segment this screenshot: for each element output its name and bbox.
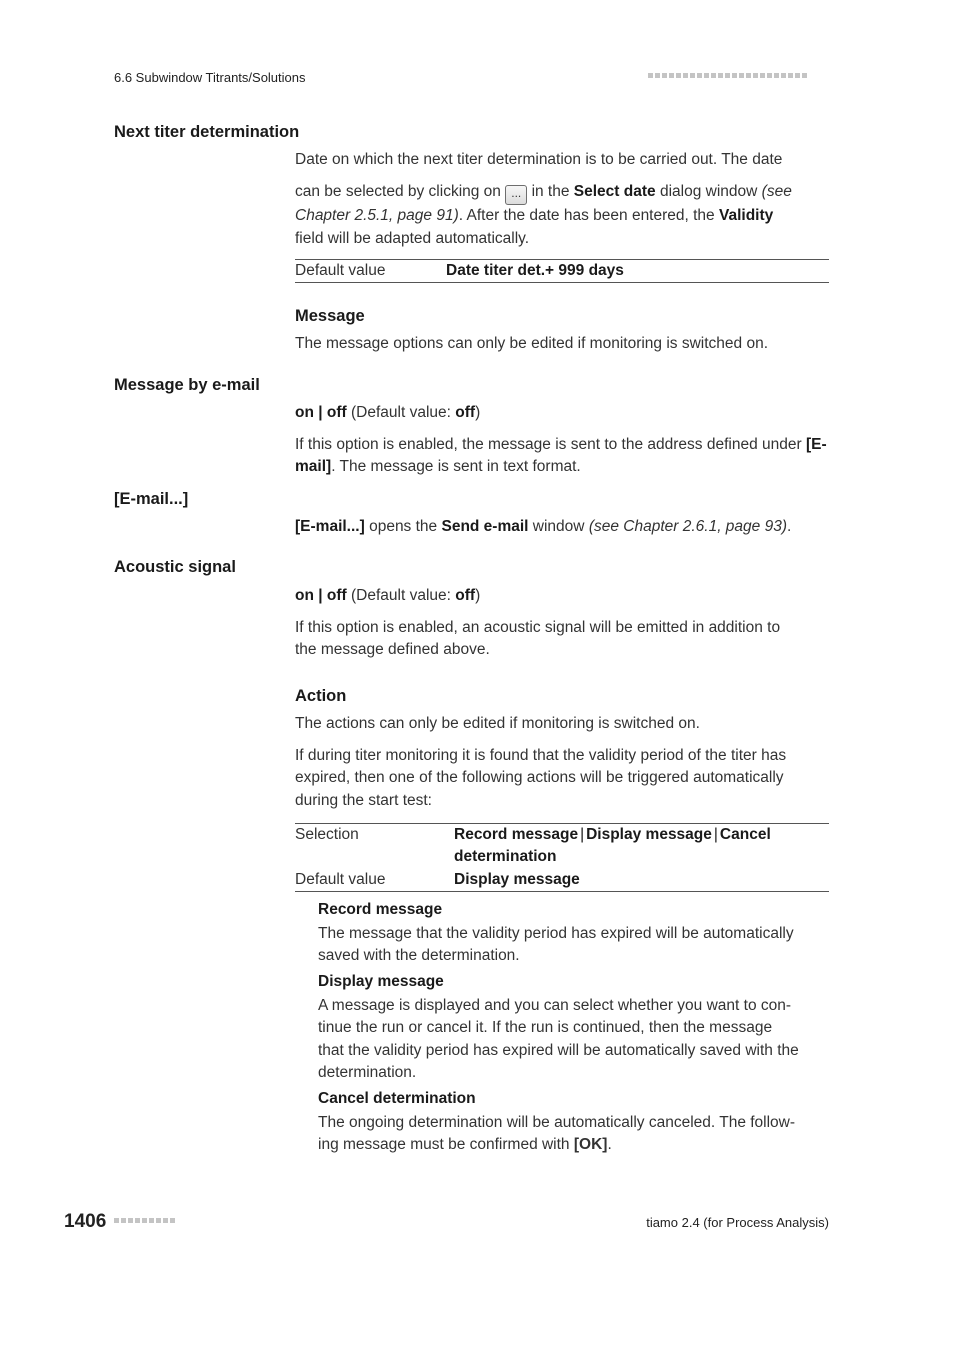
email-button-label: [E-mail...] — [114, 490, 189, 508]
footer-decoration — [114, 1218, 175, 1223]
ellipsis-button-icon: ... — [505, 185, 527, 205]
record-message-title: Record message — [318, 901, 443, 918]
default-key: Default value — [295, 262, 386, 279]
message-by-email-description: If this option is enabled, the message is sent to the address defined under [E-mail]. The message is sent in text format. — [295, 436, 827, 476]
page-number: 1406 — [64, 1211, 107, 1232]
next-titer-default-table — [295, 259, 829, 283]
default-value: Display message — [454, 870, 580, 888]
record-message-description: The message that the validity period has expired will be automatically saved with the determination. — [318, 925, 794, 965]
cancel-determination-title: Cancel determination — [318, 1090, 476, 1107]
message-by-email-label: Message by e-mail — [114, 376, 260, 394]
selection-values: Record message | Display message | Cancel determination — [454, 826, 771, 866]
running-header: 6.6 Subwindow Titrants/Solutions — [114, 70, 306, 85]
email-button-description: [E-mail...] opens the Send e-mail window (see Chapter 2.6.1, page 93). — [295, 518, 792, 535]
message-heading: Message — [295, 307, 365, 325]
action-heading: Action — [295, 687, 347, 705]
message-by-email-options: on | off (Default value: off) — [295, 404, 481, 421]
acoustic-signal-description: If this option is enabled, an acoustic signal will be emitted in addition to the message defined above. — [295, 619, 781, 659]
message-description: The message options can only be edited if monitoring is switched on. — [295, 335, 769, 352]
display-message-title: Display message — [318, 973, 444, 990]
default-value: Date titer det.+ 999 days — [446, 262, 624, 279]
next-titer-description: Date on which the next titer determination is to be carried out. The date can be selected by clicking on ... in the Select date dialog window (see Chapter 2.5.1, page 91). After the date has been entered, the Validity field will be adapted automatically. — [295, 151, 792, 247]
display-message-description: A message is displayed and you can select whether you want to con- tinue the run or cancel it. If the run is continued, then the message that the validity period has expired will be automatically saved with the determination. — [318, 997, 799, 1082]
acoustic-signal-label: Acoustic signal — [114, 558, 236, 576]
action-selection-table — [295, 823, 829, 892]
action-description-1: The actions can only be edited if monitoring is switched on. — [295, 715, 700, 732]
default-key: Default value — [295, 870, 386, 888]
next-titer-label: Next titer determination — [114, 123, 300, 141]
selection-key: Selection — [295, 826, 359, 843]
product-name: tiamo 2.4 (for Process Analysis) — [646, 1215, 829, 1230]
acoustic-signal-options: on | off (Default value: off) — [295, 587, 481, 604]
action-description-2: If during titer monitoring it is found that the validity period of the titer has expired, then one of the following actions will be triggered automatically during the start test: — [295, 747, 787, 809]
cancel-determination-description: The ongoing determination will be automatically canceled. The follow- ing message must be confirmed with [OK]. — [318, 1114, 796, 1154]
header-decoration — [648, 73, 807, 78]
